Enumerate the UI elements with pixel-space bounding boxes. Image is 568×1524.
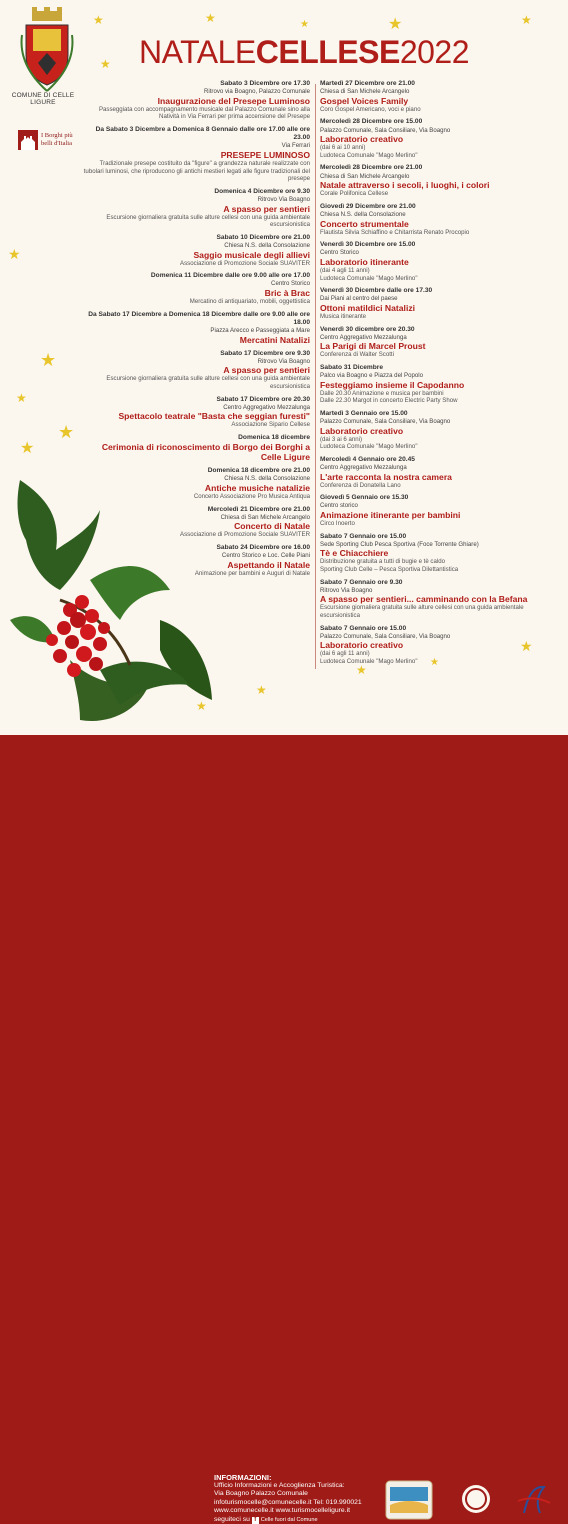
- event-date: Mercoledì 21 Dicembre ore 21.00: [207, 505, 310, 513]
- event-place: Centro Aggregativo Mezzalunga: [223, 403, 310, 411]
- event-title: Aspettando il Natale: [227, 559, 310, 570]
- star-decoration: ★: [20, 438, 35, 457]
- event-title: Cerimonia di riconoscimento di Borgo dei Borghi a Celle Ligure: [101, 442, 310, 463]
- event-date: Sabato 3 Dicembre ore 17.30: [220, 80, 310, 87]
- event-item: [320, 326, 550, 359]
- event-date: Sabato 17 Dicembre ore 20.30: [216, 395, 310, 403]
- star-decoration: ★: [196, 699, 207, 713]
- event-place: Centro Aggregativo Mezzalunga: [320, 333, 407, 341]
- borghi-label: I Borghi più belli d'Italia: [41, 132, 73, 147]
- coat-of-arms-icon: [16, 5, 78, 95]
- event-desc: Musica itinerante: [320, 312, 367, 320]
- facebook-icon: f: [252, 1517, 259, 1524]
- event-date: Mercoledì 28 Dicembre ore 21.00: [320, 164, 423, 172]
- event-date: Venerdì 30 dicembre ore 20.30: [320, 325, 415, 333]
- event-date: Da Sabato 17 Dicembre a Domenica 18 Dicembre dalle ore 9.00 alle ore 18.00: [88, 310, 310, 326]
- event-date: Sabato 7 Gennaio ore 9.30: [320, 578, 403, 586]
- event-date: Da Sabato 3 Dicembre a Domenica 8 Gennaio dalle ore 17.00 alle ore 23.00: [95, 125, 310, 142]
- event-title: Laboratorio creativo: [320, 425, 404, 436]
- title-bold: CELLESE: [255, 34, 400, 70]
- event-item: [82, 188, 310, 229]
- event-item: [320, 364, 550, 405]
- event-title: La Parigi di Marcel Proust: [320, 341, 426, 352]
- event-item: [82, 350, 310, 391]
- poster: [0, 0, 568, 735]
- event-title: Animazione itinerante per bambini: [320, 510, 461, 521]
- social-prefix: seguiteci su: [214, 1515, 250, 1523]
- event-place: Centro storico: [320, 502, 358, 510]
- info-contacts[interactable]: infoturismocelle@comunecelle.it Tel: 019.990021: [214, 1498, 362, 1506]
- event-place: Sede Sporting Club Pesca Sportiva (Foce Torrente Ghiare): [320, 540, 479, 548]
- event-desc: (dai 4 agli 11 anni) Ludoteca Comunale "Mago Merlino": [320, 266, 418, 282]
- event-title: Laboratorio creativo: [320, 640, 404, 651]
- event-desc: Escursione giornaliera gratuita sulle alture cellesi con una guida ambientale escursionistica: [106, 375, 310, 390]
- event-date: Martedì 3 Gennaio ore 15.00: [320, 409, 408, 417]
- event-date: Venerdì 30 Dicembre ore 15.00: [320, 241, 416, 249]
- event-date: Sabato 7 Gennaio ore 15.00: [320, 532, 407, 540]
- event-item: [82, 234, 310, 267]
- star-decoration: ★: [16, 391, 27, 405]
- event-item: [82, 434, 310, 462]
- event-date: Sabato 10 Dicembre ore 21.00: [216, 233, 310, 241]
- event-title: A spasso per sentieri: [223, 365, 310, 376]
- event-place: Ritrovo Via Boagno: [257, 195, 310, 203]
- event-title: Ottoni matildici Natalizi: [320, 302, 416, 313]
- event-place: Ritrovo Via Boagno: [320, 586, 373, 594]
- event-date: Domenica 11 Dicembre dalle ore 9.00 alle ore 17.00: [150, 272, 310, 280]
- event-desc: Tradizionale presepe costituito da "figure" a grandezza naturale realizzate con tubolari luminosi, che riproducono gli antichi mestieri legati alle figure tradizionali del presepe: [83, 159, 310, 183]
- event-desc: Flautista Silvia Schiaffino e Chitarrista Renato Procopio: [320, 228, 470, 236]
- footer: [0, 735, 568, 1523]
- event-desc: Dalle 20.30 Animazione e musica per bambini Dalle 22.30 Margot in concerto Electric Party Show: [320, 389, 458, 405]
- info-address: Via Boagno Palazzo Comunale: [214, 1490, 308, 1498]
- event-desc: Associazione di Promozione Sociale SUAVITER: [180, 259, 310, 267]
- info-web[interactable]: www.comunecelle.it www.turismocelleligure.it: [214, 1507, 350, 1515]
- event-place: Palazzo Comunale, Sala Consiliare, Via Boagno: [320, 632, 451, 640]
- event-item: [82, 467, 310, 500]
- event-title: L'arte racconta la nostra camera: [320, 471, 452, 482]
- event-title: Spettacolo teatrale "Basta che seggian furesti": [118, 411, 310, 422]
- event-date: Venerdì 30 Dicembre dalle ore 17.30: [320, 287, 433, 295]
- page-title: [84, 34, 524, 70]
- event-title: Natale attraverso i secoli, i luoghi, i colori: [320, 180, 490, 191]
- event-title: Laboratorio creativo: [320, 134, 404, 145]
- event-title: Concerto di Natale: [234, 521, 310, 532]
- event-title: Bric à Brac: [264, 287, 310, 298]
- event-title: Antiche musiche natalizie: [204, 482, 310, 493]
- event-place: Via Ferrari: [281, 142, 310, 150]
- event-desc: (dai 6 ai 10 anni) Ludoteca Comunale "Mago Merlino": [320, 144, 418, 159]
- event-title: Tè e Chiacchiere: [320, 548, 389, 559]
- title-light: NATALE: [139, 34, 256, 70]
- event-place: Ritrovo via Boagno, Palazzo Comunale: [203, 88, 310, 96]
- info-heading: INFORMAZIONI:: [214, 1473, 272, 1482]
- event-place: Centro Aggregativo Mezzalunga: [320, 464, 407, 472]
- event-item: [320, 579, 550, 620]
- event-title: Mercatini Natalizi: [239, 334, 310, 345]
- event-desc: Conferenza di Donatella Lano: [320, 481, 401, 489]
- event-desc: Animazione per bambini e Auguri di Natale: [194, 569, 310, 577]
- event-desc: Associazione Sipario Cellese: [231, 421, 310, 429]
- event-title: Inaugurazione del Presepe Luminoso: [157, 95, 310, 106]
- event-item: [320, 533, 550, 574]
- event-title: A spasso per sentieri... camminando con la Befana: [320, 594, 528, 605]
- event-place: Palazzo Comunale, Sala Consiliare, Via Boagno: [320, 418, 451, 426]
- event-desc: Escursione giornaliera gratuita sulle alture cellesi con una guida ambientale escursionistica: [106, 213, 310, 229]
- event-item: [82, 80, 310, 121]
- event-desc: (dai 3 ai 6 anni) Ludoteca Comunale "Mago Merlino": [320, 435, 418, 451]
- event-date: Sabato 7 Gennaio ore 15.00: [320, 624, 407, 632]
- event-item: [82, 272, 310, 305]
- event-title: A spasso per sentieri: [223, 203, 310, 214]
- borghi-badge: [18, 130, 79, 150]
- event-title: Saggio musicale degli allievi: [193, 249, 310, 260]
- star-decoration: ★: [520, 639, 533, 655]
- event-date: Sabato 31 Dicembre: [320, 363, 384, 371]
- event-item: [320, 80, 550, 113]
- event-place: Centro Storico: [271, 280, 310, 288]
- event-desc: Mercatino di antiquariato, mobili, oggettistica: [189, 297, 310, 305]
- event-item: [320, 118, 550, 159]
- event-place: Chiesa di San Michele Arcangelo: [220, 513, 310, 521]
- star-decoration: ★: [205, 11, 216, 25]
- event-item: [82, 506, 310, 539]
- event-desc: Corale Polifonica Cellese: [320, 190, 389, 198]
- event-place: Chiesa N.S. della Consolazione: [224, 475, 310, 483]
- event-item: [320, 241, 550, 282]
- event-date: Domenica 4 Dicembre ore 9.30: [214, 187, 310, 195]
- event-title: Festeggiamo insieme il Capodanno: [320, 379, 465, 390]
- event-desc: Escursione giornaliera gratuita sulle alture cellesi con una guida ambientale escursionistica: [320, 604, 524, 620]
- star-decoration: ★: [521, 13, 532, 27]
- event-date: Giovedì 29 Dicembre ore 21.00: [320, 202, 416, 210]
- event-desc: Passeggiata con accompagnamento musicale dal Palazzo Comunale sino alla Natività in Via Ferrari per prima accensione del Presepe: [98, 105, 310, 121]
- event-place: Dai Piani al centro del paese: [320, 295, 398, 303]
- event-date: Giovedì 5 Gennaio ore 15.30: [320, 494, 409, 502]
- event-place: Chiesa N.S. della Consolazione: [320, 210, 406, 218]
- event-item: [82, 126, 310, 183]
- event-item: [320, 287, 550, 320]
- star-decoration: ★: [40, 350, 57, 371]
- event-place: Piazza Arecco e Passeggiata a Mare: [210, 326, 310, 334]
- event-place: Chiesa di San Michele Arcangelo: [320, 88, 410, 96]
- star-decoration: ★: [58, 422, 75, 443]
- event-item: [320, 625, 550, 666]
- event-title: Concerto strumentale: [320, 218, 409, 229]
- event-item: [320, 410, 550, 451]
- title-year: 2022: [399, 34, 469, 70]
- column-divider: [315, 84, 316, 669]
- right-column: [320, 80, 550, 671]
- left-column: [82, 80, 310, 582]
- event-item: [320, 456, 550, 489]
- star-decoration: ★: [256, 683, 267, 697]
- social-name: Celle fuori dal Comune: [260, 1516, 318, 1523]
- event-item: [82, 311, 310, 345]
- event-item: [320, 203, 550, 236]
- event-item: [320, 164, 550, 197]
- event-place: Chiesa di San Michele Arcangelo: [320, 172, 410, 180]
- event-place: Ritrovo Via Boagno: [257, 357, 310, 365]
- event-item: [82, 396, 310, 429]
- event-title: PRESEPE LUMINOSO: [220, 149, 310, 160]
- event-place: Chiesa N.S. della Consolazione: [224, 241, 310, 249]
- star-decoration: ★: [300, 19, 309, 30]
- event-title: Gospel Voices Family: [320, 95, 409, 106]
- event-desc: Distribuzione gratuita a tutti di bugie e tè caldo Sporting Club Celle – Pesca Sportiva Dilettantistica: [320, 558, 459, 574]
- event-date: Martedì 27 Dicembre ore 21.00: [320, 80, 415, 87]
- event-place: Palazzo Comunale, Sala Consiliare, Via Boagno: [320, 126, 451, 134]
- event-desc: (dai 6 agli 11 anni) Ludoteca Comunale "Mago Merlino": [320, 650, 418, 666]
- star-decoration: ★: [388, 14, 403, 33]
- event-date: Domenica 18 dicembre: [238, 433, 310, 441]
- event-item: [320, 494, 550, 527]
- event-desc: Associazione di Promozione Sociale SUAVITER: [180, 531, 310, 539]
- event-date: Sabato 24 Dicembre ore 16.00: [216, 543, 310, 551]
- event-title: Laboratorio itinerante: [320, 256, 409, 267]
- star-decoration: ★: [8, 247, 21, 263]
- event-desc: Coro Gospel Americano, voci e piano: [320, 105, 421, 113]
- event-date: Mercoledì 28 Dicembre ore 15.00: [320, 118, 423, 126]
- event-date: Domenica 18 dicembre ore 21.00: [207, 467, 310, 475]
- event-place: Centro Storico: [320, 249, 359, 257]
- event-place: Centro Storico e Loc. Celle Piani: [221, 552, 310, 560]
- event-place: Palco via Boagno e Piazza del Popolo: [320, 372, 423, 380]
- star-decoration: ★: [430, 657, 439, 668]
- partner-logos: [384, 1479, 554, 1523]
- event-date: Mercoledì 4 Gennaio ore 20.45: [320, 455, 415, 463]
- event-desc: Concerto Associazione Pro Musica Antiqua: [193, 492, 310, 500]
- comune-label: COMUNE DI CELLE LIGURE: [11, 92, 75, 106]
- event-item: [82, 544, 310, 577]
- event-desc: Conferenza di Walter Scotti: [320, 351, 394, 359]
- event-date: Sabato 17 Dicembre ore 9.30: [220, 349, 310, 357]
- star-decoration: ★: [356, 663, 367, 677]
- star-decoration: ★: [93, 13, 104, 27]
- star-decoration: ★: [100, 57, 111, 71]
- event-desc: Circo Inoerto: [320, 520, 355, 528]
- borghi-logo-icon: [18, 130, 38, 150]
- info-office: Ufficio Informazioni e Accoglienza Turistica:: [214, 1482, 345, 1489]
